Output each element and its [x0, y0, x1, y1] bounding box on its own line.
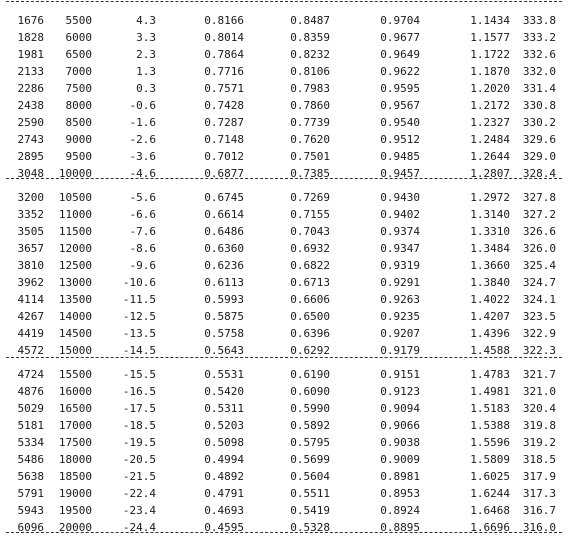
col-b-cell: 5500 — [65, 14, 92, 27]
col-c-cell: -19.5 — [122, 436, 156, 449]
col-f-cell: 0.9622 — [380, 65, 420, 78]
col-h-cell: 332.0 — [522, 65, 556, 78]
col-h-cell: 330.2 — [522, 116, 556, 129]
col-c-cell: -17.5 — [122, 402, 156, 415]
col-h-cell: 317.9 — [522, 470, 556, 483]
col-a-cell: 5791 — [17, 487, 44, 500]
col-a-cell: 1676 — [17, 14, 44, 27]
table-row — [0, 206, 568, 223]
col-b-cell: 18000 — [58, 453, 92, 466]
col-a-cell: 4114 — [17, 293, 44, 306]
table-row — [0, 451, 568, 468]
col-g-cell: 1.4783 — [470, 368, 510, 381]
col-d-cell: 0.5531 — [204, 368, 244, 381]
col-c-cell: -18.5 — [122, 419, 156, 432]
col-f-cell: 0.8924 — [380, 504, 420, 517]
table-row — [0, 257, 568, 274]
col-f-cell: 0.9649 — [380, 48, 420, 61]
table-row — [0, 502, 568, 519]
col-b-cell: 8000 — [65, 99, 92, 112]
col-h-cell: 319.8 — [522, 419, 556, 432]
col-c-cell: -21.5 — [122, 470, 156, 483]
col-h-cell: 324.7 — [522, 276, 556, 289]
col-c-cell: 3.3 — [136, 31, 156, 44]
col-b-cell: 17000 — [58, 419, 92, 432]
col-g-cell: 1.5388 — [470, 419, 510, 432]
col-a-cell: 3505 — [17, 225, 44, 238]
col-h-cell: 330.8 — [522, 99, 556, 112]
col-e-cell: 0.7385 — [290, 167, 330, 180]
col-a-cell: 3200 — [17, 191, 44, 204]
col-b-cell: 6000 — [65, 31, 92, 44]
col-e-cell: 0.8106 — [290, 65, 330, 78]
col-b-cell: 12000 — [58, 242, 92, 255]
col-g-cell: 1.2172 — [470, 99, 510, 112]
col-h-cell: 321.0 — [522, 385, 556, 398]
col-f-cell: 0.8895 — [380, 521, 420, 534]
col-b-cell: 8500 — [65, 116, 92, 129]
col-g-cell: 1.4981 — [470, 385, 510, 398]
col-d-cell: 0.5311 — [204, 402, 244, 415]
col-e-cell: 0.5511 — [290, 487, 330, 500]
col-a-cell: 2743 — [17, 133, 44, 146]
col-b-cell: 17500 — [58, 436, 92, 449]
col-b-cell: 20000 — [58, 521, 92, 534]
col-c-cell: -22.4 — [122, 487, 156, 500]
col-c-cell: -4.6 — [129, 167, 156, 180]
dashed-separator — [6, 1, 562, 2]
col-g-cell: 1.2020 — [470, 82, 510, 95]
col-d-cell: 0.5203 — [204, 419, 244, 432]
col-d-cell: 0.5758 — [204, 327, 244, 340]
col-a-cell: 3352 — [17, 208, 44, 221]
col-d-cell: 0.4595 — [204, 521, 244, 534]
col-d-cell: 0.4994 — [204, 453, 244, 466]
col-b-cell: 6500 — [65, 48, 92, 61]
col-c-cell: 2.3 — [136, 48, 156, 61]
table-row — [0, 417, 568, 434]
col-c-cell: -6.6 — [129, 208, 156, 221]
col-e-cell: 0.6190 — [290, 368, 330, 381]
col-g-cell: 1.1434 — [470, 14, 510, 27]
col-f-cell: 0.9319 — [380, 259, 420, 272]
col-a-cell: 3962 — [17, 276, 44, 289]
col-c-cell: -0.6 — [129, 99, 156, 112]
col-g-cell: 1.3310 — [470, 225, 510, 238]
col-e-cell: 0.5328 — [290, 521, 330, 534]
table-row — [0, 274, 568, 291]
col-g-cell: 1.5183 — [470, 402, 510, 415]
col-h-cell: 320.4 — [522, 402, 556, 415]
col-a-cell: 6096 — [17, 521, 44, 534]
col-a-cell: 2133 — [17, 65, 44, 78]
col-c-cell: -5.6 — [129, 191, 156, 204]
col-c-cell: -1.6 — [129, 116, 156, 129]
col-c-cell: -2.6 — [129, 133, 156, 146]
col-f-cell: 0.9235 — [380, 310, 420, 323]
col-a-cell: 4419 — [17, 327, 44, 340]
col-c-cell: -10.6 — [122, 276, 156, 289]
col-a-cell: 3048 — [17, 167, 44, 180]
col-b-cell: 7500 — [65, 82, 92, 95]
table-row — [0, 400, 568, 417]
col-d-cell: 0.7571 — [204, 82, 244, 95]
col-b-cell: 9000 — [65, 133, 92, 146]
col-g-cell: 1.6025 — [470, 470, 510, 483]
col-e-cell: 0.8487 — [290, 14, 330, 27]
col-e-cell: 0.5699 — [290, 453, 330, 466]
col-g-cell: 1.2972 — [470, 191, 510, 204]
col-h-cell: 325.4 — [522, 259, 556, 272]
table-row — [0, 148, 568, 165]
col-a-cell: 4724 — [17, 368, 44, 381]
table-row — [0, 325, 568, 342]
col-f-cell: 0.9704 — [380, 14, 420, 27]
col-b-cell: 16000 — [58, 385, 92, 398]
col-h-cell: 333.8 — [522, 14, 556, 27]
col-g-cell: 1.4396 — [470, 327, 510, 340]
col-d-cell: 0.6236 — [204, 259, 244, 272]
col-c-cell: -16.5 — [122, 385, 156, 398]
col-e-cell: 0.6292 — [290, 344, 330, 357]
table-row — [0, 189, 568, 206]
col-d-cell: 0.5420 — [204, 385, 244, 398]
table-row — [0, 46, 568, 63]
table-row — [0, 468, 568, 485]
col-b-cell: 19000 — [58, 487, 92, 500]
col-d-cell: 0.5643 — [204, 344, 244, 357]
col-e-cell: 0.6090 — [290, 385, 330, 398]
col-e-cell: 0.7043 — [290, 225, 330, 238]
col-e-cell: 0.6932 — [290, 242, 330, 255]
col-e-cell: 0.5892 — [290, 419, 330, 432]
col-g-cell: 1.6244 — [470, 487, 510, 500]
col-b-cell: 14000 — [58, 310, 92, 323]
col-c-cell: 0.3 — [136, 82, 156, 95]
col-g-cell: 1.6696 — [470, 521, 510, 534]
table-row — [0, 240, 568, 257]
col-c-cell: -24.4 — [122, 521, 156, 534]
col-h-cell: 322.9 — [522, 327, 556, 340]
col-a-cell: 5486 — [17, 453, 44, 466]
table-row — [0, 131, 568, 148]
col-b-cell: 7000 — [65, 65, 92, 78]
col-d-cell: 0.8166 — [204, 14, 244, 27]
col-c-cell: 4.3 — [136, 14, 156, 27]
col-b-cell: 11000 — [58, 208, 92, 221]
col-b-cell: 18500 — [58, 470, 92, 483]
col-e-cell: 0.7860 — [290, 99, 330, 112]
col-e-cell: 0.6500 — [290, 310, 330, 323]
col-e-cell: 0.6606 — [290, 293, 330, 306]
col-g-cell: 1.2807 — [470, 167, 510, 180]
col-h-cell: 333.2 — [522, 31, 556, 44]
col-e-cell: 0.7620 — [290, 133, 330, 146]
col-g-cell: 1.2484 — [470, 133, 510, 146]
col-a-cell: 2590 — [17, 116, 44, 129]
col-f-cell: 0.8953 — [380, 487, 420, 500]
col-h-cell: 321.7 — [522, 368, 556, 381]
col-f-cell: 0.9567 — [380, 99, 420, 112]
col-h-cell: 316.7 — [522, 504, 556, 517]
col-f-cell: 0.9263 — [380, 293, 420, 306]
col-f-cell: 0.9485 — [380, 150, 420, 163]
col-h-cell: 318.5 — [522, 453, 556, 466]
col-g-cell: 1.1577 — [470, 31, 510, 44]
col-e-cell: 0.7739 — [290, 116, 330, 129]
col-d-cell: 0.5098 — [204, 436, 244, 449]
col-b-cell: 15000 — [58, 344, 92, 357]
col-f-cell: 0.9094 — [380, 402, 420, 415]
col-h-cell: 326.0 — [522, 242, 556, 255]
col-a-cell: 3810 — [17, 259, 44, 272]
table-row — [0, 366, 568, 383]
col-b-cell: 12500 — [58, 259, 92, 272]
col-g-cell: 1.1722 — [470, 48, 510, 61]
col-h-cell: 316.0 — [522, 521, 556, 534]
col-e-cell: 0.5795 — [290, 436, 330, 449]
col-f-cell: 0.9595 — [380, 82, 420, 95]
col-f-cell: 0.9374 — [380, 225, 420, 238]
col-a-cell: 4267 — [17, 310, 44, 323]
col-d-cell: 0.5875 — [204, 310, 244, 323]
col-d-cell: 0.6877 — [204, 167, 244, 180]
col-e-cell: 0.8232 — [290, 48, 330, 61]
col-c-cell: -13.5 — [122, 327, 156, 340]
col-g-cell: 1.4022 — [470, 293, 510, 306]
col-f-cell: 0.9512 — [380, 133, 420, 146]
col-a-cell: 5638 — [17, 470, 44, 483]
col-h-cell: 327.8 — [522, 191, 556, 204]
col-g-cell: 1.1870 — [470, 65, 510, 78]
col-f-cell: 0.9123 — [380, 385, 420, 398]
col-f-cell: 0.9066 — [380, 419, 420, 432]
col-h-cell: 329.6 — [522, 133, 556, 146]
table-row — [0, 114, 568, 131]
table-row — [0, 80, 568, 97]
table-row — [0, 291, 568, 308]
col-d-cell: 0.6614 — [204, 208, 244, 221]
col-a-cell: 2438 — [17, 99, 44, 112]
table-row — [0, 12, 568, 29]
col-b-cell: 14500 — [58, 327, 92, 340]
col-g-cell: 1.5596 — [470, 436, 510, 449]
col-a-cell: 5334 — [17, 436, 44, 449]
col-h-cell: 319.2 — [522, 436, 556, 449]
col-e-cell: 0.6822 — [290, 259, 330, 272]
col-e-cell: 0.5990 — [290, 402, 330, 415]
col-h-cell: 328.4 — [522, 167, 556, 180]
col-e-cell: 0.7155 — [290, 208, 330, 221]
col-g-cell: 1.4207 — [470, 310, 510, 323]
col-a-cell: 4572 — [17, 344, 44, 357]
col-b-cell: 9500 — [65, 150, 92, 163]
table-row — [0, 519, 568, 536]
col-c-cell: -14.5 — [122, 344, 156, 357]
col-h-cell: 324.1 — [522, 293, 556, 306]
col-b-cell: 15500 — [58, 368, 92, 381]
col-a-cell: 3657 — [17, 242, 44, 255]
col-h-cell: 326.6 — [522, 225, 556, 238]
col-d-cell: 0.4892 — [204, 470, 244, 483]
table-row — [0, 342, 568, 359]
col-d-cell: 0.4791 — [204, 487, 244, 500]
col-f-cell: 0.9207 — [380, 327, 420, 340]
col-g-cell: 1.6468 — [470, 504, 510, 517]
col-e-cell: 0.6713 — [290, 276, 330, 289]
col-d-cell: 0.6360 — [204, 242, 244, 255]
col-e-cell: 0.6396 — [290, 327, 330, 340]
col-f-cell: 0.9291 — [380, 276, 420, 289]
col-f-cell: 0.8981 — [380, 470, 420, 483]
col-c-cell: -8.6 — [129, 242, 156, 255]
col-g-cell: 1.5809 — [470, 453, 510, 466]
col-h-cell: 327.2 — [522, 208, 556, 221]
col-b-cell: 16500 — [58, 402, 92, 415]
col-f-cell: 0.9430 — [380, 191, 420, 204]
col-f-cell: 0.9347 — [380, 242, 420, 255]
col-f-cell: 0.9009 — [380, 453, 420, 466]
col-d-cell: 0.7148 — [204, 133, 244, 146]
col-g-cell: 1.3140 — [470, 208, 510, 221]
table-row — [0, 308, 568, 325]
col-f-cell: 0.9677 — [380, 31, 420, 44]
col-d-cell: 0.6113 — [204, 276, 244, 289]
col-e-cell: 0.5419 — [290, 504, 330, 517]
col-d-cell: 0.6745 — [204, 191, 244, 204]
col-c-cell: -23.4 — [122, 504, 156, 517]
table-row — [0, 485, 568, 502]
col-f-cell: 0.9540 — [380, 116, 420, 129]
col-d-cell: 0.7864 — [204, 48, 244, 61]
col-g-cell: 1.3840 — [470, 276, 510, 289]
col-g-cell: 1.3484 — [470, 242, 510, 255]
col-f-cell: 0.9151 — [380, 368, 420, 381]
col-f-cell: 0.9457 — [380, 167, 420, 180]
table-row — [0, 63, 568, 80]
col-b-cell: 13000 — [58, 276, 92, 289]
col-c-cell: -11.5 — [122, 293, 156, 306]
col-d-cell: 0.8014 — [204, 31, 244, 44]
col-a-cell: 1981 — [17, 48, 44, 61]
col-h-cell: 332.6 — [522, 48, 556, 61]
col-h-cell: 331.4 — [522, 82, 556, 95]
col-a-cell: 5181 — [17, 419, 44, 432]
col-d-cell: 0.6486 — [204, 225, 244, 238]
col-c-cell: -7.6 — [129, 225, 156, 238]
col-c-cell: -9.6 — [129, 259, 156, 272]
col-d-cell: 0.7428 — [204, 99, 244, 112]
col-e-cell: 0.7269 — [290, 191, 330, 204]
col-a-cell: 5029 — [17, 402, 44, 415]
col-g-cell: 1.4588 — [470, 344, 510, 357]
col-e-cell: 0.7983 — [290, 82, 330, 95]
col-b-cell: 13500 — [58, 293, 92, 306]
col-g-cell: 1.2327 — [470, 116, 510, 129]
col-b-cell: 10500 — [58, 191, 92, 204]
col-c-cell: -15.5 — [122, 368, 156, 381]
col-a-cell: 2286 — [17, 82, 44, 95]
col-e-cell: 0.5604 — [290, 470, 330, 483]
col-b-cell: 10000 — [58, 167, 92, 180]
table-row — [0, 165, 568, 182]
col-c-cell: -12.5 — [122, 310, 156, 323]
col-g-cell: 1.2644 — [470, 150, 510, 163]
col-c-cell: 1.3 — [136, 65, 156, 78]
col-e-cell: 0.8359 — [290, 31, 330, 44]
col-d-cell: 0.7287 — [204, 116, 244, 129]
col-a-cell: 5943 — [17, 504, 44, 517]
col-c-cell: -3.6 — [129, 150, 156, 163]
col-b-cell: 11500 — [58, 225, 92, 238]
col-d-cell: 0.5993 — [204, 293, 244, 306]
table-row — [0, 29, 568, 46]
table-row — [0, 223, 568, 240]
col-g-cell: 1.3660 — [470, 259, 510, 272]
col-a-cell: 1828 — [17, 31, 44, 44]
col-e-cell: 0.7501 — [290, 150, 330, 163]
col-d-cell: 0.7012 — [204, 150, 244, 163]
col-h-cell: 317.3 — [522, 487, 556, 500]
col-f-cell: 0.9038 — [380, 436, 420, 449]
col-h-cell: 329.0 — [522, 150, 556, 163]
col-a-cell: 2895 — [17, 150, 44, 163]
col-d-cell: 0.7716 — [204, 65, 244, 78]
col-h-cell: 322.3 — [522, 344, 556, 357]
col-b-cell: 19500 — [58, 504, 92, 517]
col-a-cell: 4876 — [17, 385, 44, 398]
table-row — [0, 97, 568, 114]
table-row — [0, 434, 568, 451]
col-f-cell: 0.9179 — [380, 344, 420, 357]
col-h-cell: 323.5 — [522, 310, 556, 323]
col-d-cell: 0.4693 — [204, 504, 244, 517]
col-c-cell: -20.5 — [122, 453, 156, 466]
table-row — [0, 383, 568, 400]
col-f-cell: 0.9402 — [380, 208, 420, 221]
